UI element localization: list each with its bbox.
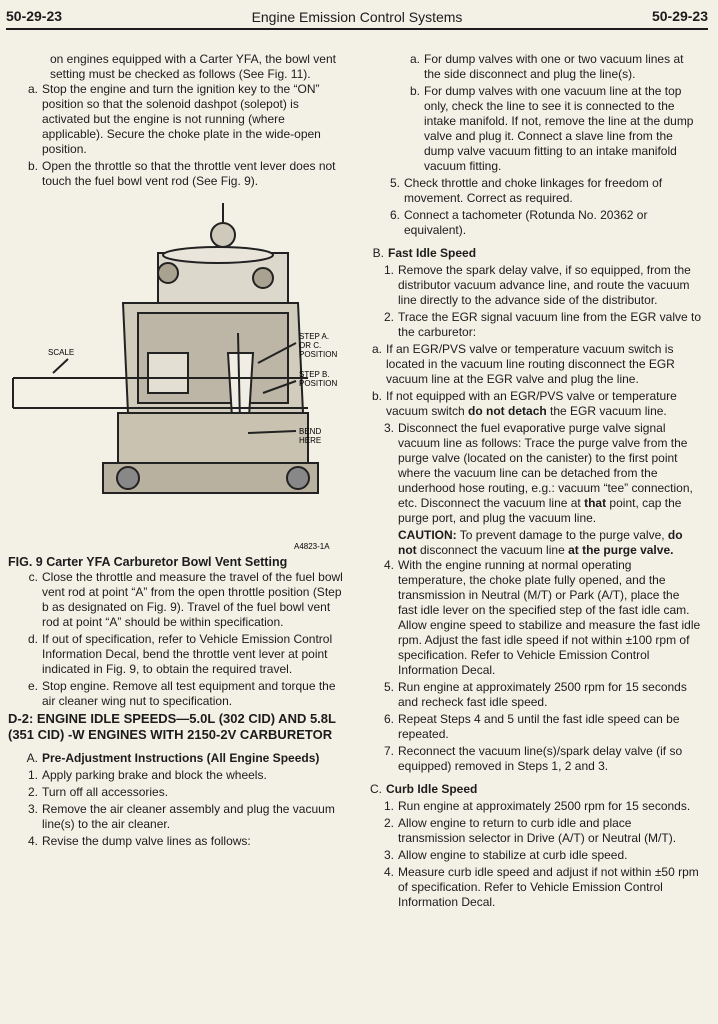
- page-number-left: 50-29-23: [6, 8, 63, 24]
- intro-paragraph: on engines equipped with a Carter YFA, the bowl vent setting must be checked as follows (See Fig. 11).: [50, 52, 336, 81]
- list-item: 3. Remove the air cleaner assembly and plug the vacuum line(s) to the air cleaner.: [27, 802, 335, 831]
- list-item: b. Open the throttle so that the throttle vent lever does not touch the fuel bowl vent rod (See Fig. 9).: [27, 159, 336, 188]
- figure-caption: FIG. 9 Carter YFA Carburetor Bowl Vent Setting: [8, 555, 288, 569]
- list-item: a. For dump valves with one or two vacuum lines at the side disconnect and plug the line(s).: [409, 52, 684, 81]
- list-item: 2. Allow engine to return to curb idle and place transmission selector in Drive (A/T) or Neutral (M/T).: [383, 816, 677, 845]
- figure-label-bend: BEND: [299, 427, 322, 436]
- list-item: c. Close the throttle and measure the travel of the fuel bowl vent rod at point “A” from the open throttle position (Step b as designated on Fig. 9). Travel of the fuel bowl vent rod at point “A” should be within specification.: [28, 570, 343, 629]
- figure-label-position-1: POSITION: [299, 350, 338, 359]
- list-item: 4. Revise the dump valve lines as follows:: [27, 834, 251, 848]
- subsection-heading-c: C. Curb Idle Speed: [370, 782, 478, 796]
- list-item: a. If an EGR/PVS valve or temperature vacuum switch is located in the vacuum line routing disconnect the EGR vacuum line at the EGR valve and plug the line.: [371, 342, 675, 386]
- list-item: 4. With the engine running at normal operating temperature, the choke plate fully opened, and the transmission in Neutral (M/T) or Park (A/T), place the fast idle lever on the specified step of the fast idle cam. Allow engine speed to stabilize and measure the fast idle rpm. Adjust the fast idle speed if not within ±100 rpm of specification. Refer to Vehicle Emission Control Information Decal.: [383, 558, 701, 677]
- left-column: [8, 52, 344, 851]
- figure-code: A4823-1A: [294, 542, 330, 551]
- list-item: 2. Trace the EGR signal vacuum line from the EGR valve to the carburetor:: [383, 310, 702, 339]
- list-item: 7. Reconnect the vacuum line(s)/spark delay valve (if so equipped) removed in Steps 1, 2 and 3.: [383, 744, 683, 773]
- figure-label-here: HERE: [299, 436, 322, 445]
- carburetor-figure: [8, 193, 344, 553]
- list-item: 1. Apply parking brake and block the wheels.: [27, 768, 267, 782]
- list-item: b. If not equipped with an EGR/PVS valve or temperature vacuum switch do not detach the EGR vacuum line.: [371, 389, 677, 418]
- section-heading: D-2: ENGINE IDLE SPEEDS—5.0L (302 CID) AND 5.8L (351 CID) -W ENGINES WITH 2150-2V CARBURETOR: [8, 711, 336, 742]
- list-item: 1. Run engine at approximately 2500 rpm for 15 seconds.: [383, 799, 691, 813]
- list-item: 5. Check throttle and choke linkages for freedom of movement. Correct as required.: [389, 176, 663, 205]
- subsection-heading-a: A. Pre-Adjustment Instructions (All Engine Speeds): [26, 751, 320, 765]
- page-header: [6, 6, 708, 30]
- figure-label-or-c: OR C.: [299, 341, 322, 350]
- figure-label-scale: SCALE: [48, 348, 75, 357]
- carburetor-illustration: [8, 193, 344, 553]
- subsection-heading-b: B. Fast Idle Speed: [372, 246, 477, 260]
- list-item: a. Stop the engine and turn the ignition key to the “ON” position so that the solenoid dashpot (solepot) is activated but the engine is not running (where applicable). Secure the choke plate in the wide-open position.: [27, 82, 321, 156]
- list-item: 5. Run engine at approximately 2500 rpm for 15 seconds and recheck fast idle speed.: [383, 680, 687, 709]
- list-item: 3. Disconnect the fuel evaporative purge valve signal vacuum line as follows: Trace the purge valve from the purge valve (located on the canister) to the first point where the vacuum line can be detached from the underhood hose routing, e.g.: vacuum “tee” connection, etc. Disconnect the vacuum line at that point, cap the purge port, and plug the vacuum line.: [383, 421, 693, 525]
- page-number-right: 50-29-23: [651, 8, 708, 24]
- figure-label-step-a: STEP A.: [299, 332, 330, 341]
- list-item: 3. Allow engine to stabilize at curb idle speed.: [383, 848, 628, 862]
- caution-note: CAUTION: To prevent damage to the purge valve, do not disconnect the vacuum line at the purge valve.: [398, 528, 683, 557]
- page-title: Engine Emission Control Systems: [251, 9, 463, 25]
- list-item: 1. Remove the spark delay valve, if so equipped, from the distributor vacuum advance line, and route the vacuum line directly to the advance side of the distributor.: [383, 263, 691, 307]
- list-item: 2. Turn off all accessories.: [27, 785, 169, 799]
- list-item: e. Stop engine. Remove all test equipment and torque the air cleaner wing nut to specification.: [27, 679, 336, 708]
- figure-label-position-2: POSITION: [299, 379, 338, 388]
- list-item: d. If out of specification, refer to Vehicle Emission Control Information Decal, bend the throttle vent lever at point indicated in Fig. 9, to obtain the required travel.: [27, 632, 333, 676]
- figure-label-step-b: STEP B.: [299, 370, 330, 379]
- right-column: [370, 52, 702, 912]
- list-item: 4. Measure curb idle speed and adjust if not within ±50 rpm of specification. Refer to Vehicle Emission Control Information Decal.: [383, 865, 699, 909]
- list-item: 6. Connect a tachometer (Rotunda No. 20362 or equivalent).: [389, 208, 648, 237]
- list-item: 6. Repeat Steps 4 and 5 until the fast idle speed can be repeated.: [383, 712, 680, 741]
- list-item: b. For dump valves with one vacuum line at the top only, check the line to see it is connected to the intake manifold. If not, remove the line at the dump valve and plug it. Connect a slave line from the dump valve vacuum fitting to an intake manifold vacuum fitting.: [409, 84, 694, 173]
